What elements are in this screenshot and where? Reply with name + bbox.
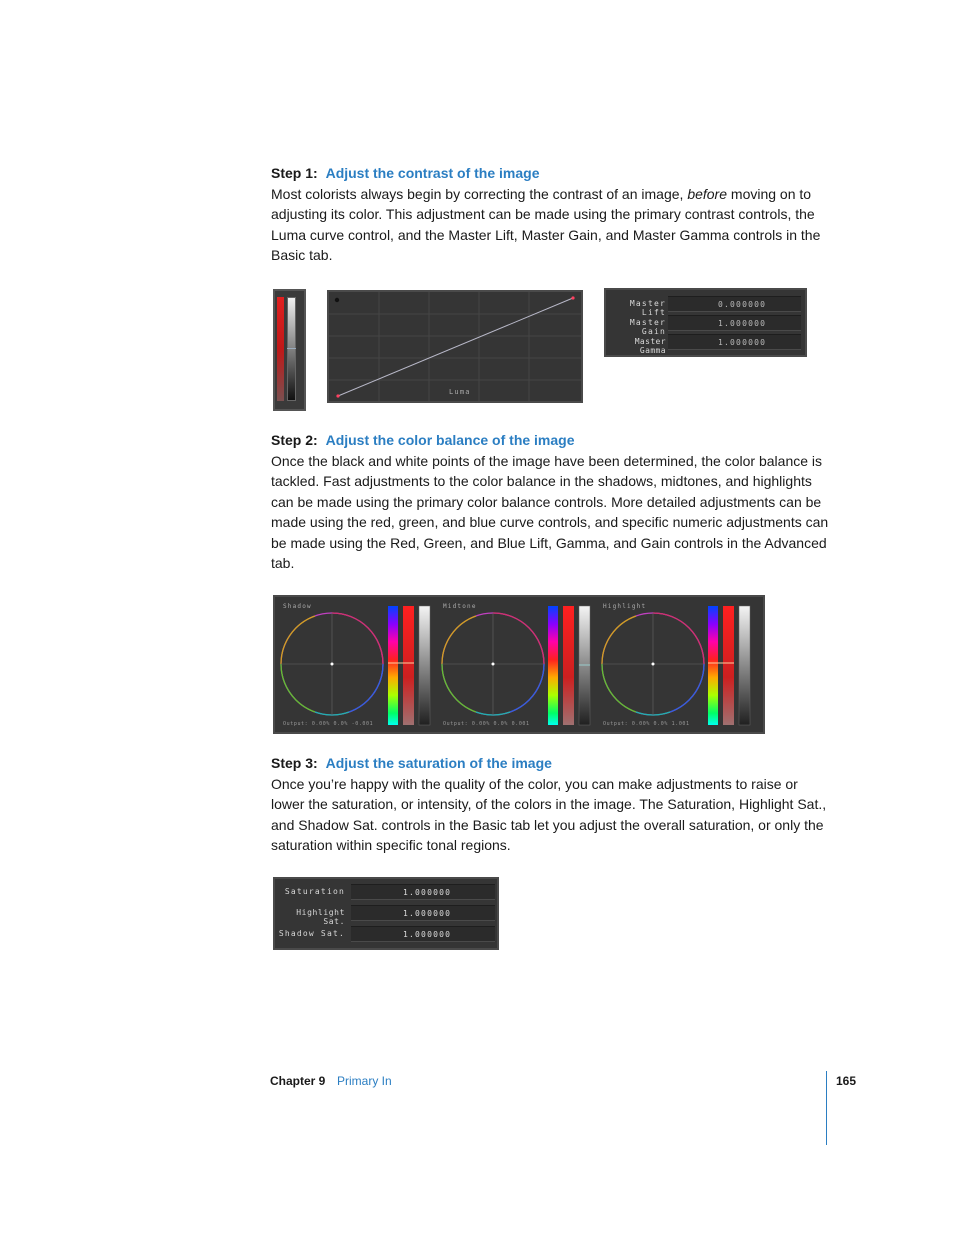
saturation-row [275,884,497,902]
footer-section[interactable]: Primary In [337,1074,392,1088]
step-2 [271,430,831,573]
step-3 [271,753,831,856]
step-2-body: Once the black and white points of the image have been determined, the color balance is tackled. Fast adjustments to the color balance in the shadows, midtones, and highlights can be made using the primary color balance controls. More detailed adjustments can be made using the red, green, and blue curve controls, and specific numeric adjustments can be made using the Red, Green, and Blue Lift, Gamma, and Gain controls in the Advanced tab. [271,453,829,572]
step-2-heading [271,430,831,450]
step-3-body: Once you’re happy with the quality of the color, you can make adjustments to raise or lower the saturation, or intensity, of the colors in the image. The Saturation, Highlight Sat., and Shadow Sat. controls in the Basic tab let you adjust the overall saturation, or only the saturation within specific tonal regions. [271,776,827,854]
shadow-sat-value: 1.000000 [403,930,452,939]
luma-reset-dot [335,298,339,302]
footer-chapter: Chapter 9 [270,1074,326,1088]
step-3-title[interactable]: Adjust the saturation of the image [325,755,552,771]
highlight-wheel-label: Highlight [603,603,647,610]
contrast-slider-panel [273,289,306,411]
midtone-wheel[interactable] [442,613,544,715]
master-lift-value: 0.000000 [718,300,767,309]
highlight-sat-value: 1.000000 [403,909,452,918]
contrast-red-bar[interactable] [277,297,284,401]
master-gamma-field[interactable] [668,334,801,350]
midtone-wheel-readout: Output: 0.00% 0.0% 0.001 [443,721,530,727]
highlight-hue-bar [708,606,718,725]
luma-curve-line [338,298,573,396]
master-lift-row [606,296,805,317]
shadow-hue-bar [388,606,398,725]
contrast-midpoint-marker[interactable] [287,348,296,349]
master-gain-value: 1.000000 [718,319,767,328]
step-3-label: Step 3: [271,755,318,771]
luma-curve-label: Luma [449,388,471,396]
shadow-wheel[interactable] [281,613,383,715]
step-1-body-text: Most colorists always begin by correcting the contrast of an image, [271,186,688,202]
contrast-gray-bar[interactable] [287,297,296,401]
color-balance-graphics [275,597,763,732]
highlight-wheel-readout: Output: 0.00% 0.0% 1.001 [603,721,690,727]
luma-black-point [336,394,339,397]
step-1-body-emphasis: before [687,186,728,202]
master-controls-panel [604,288,807,357]
master-gamma-label: Master Gamma [634,337,666,355]
shadow-wheel-label: Shadow [283,603,312,610]
saturation-controls-panel [273,877,499,950]
master-lift-label: Master Lift [629,299,666,317]
saturation-field[interactable] [351,884,495,900]
step-1-heading [271,163,831,183]
shadow-wheel-readout: Output: 0.00% 0.0% -0.001 [283,721,374,727]
step-1 [271,163,831,266]
master-lift-field[interactable] [668,296,801,312]
master-gain-label: Master Gain [629,318,666,336]
step-3-heading [271,753,831,773]
shadow-gray-bar [419,606,430,725]
midtone-hue-bar [548,606,558,725]
step-2-title[interactable]: Adjust the color balance of the image [325,432,575,448]
highlight-gray-bar [739,606,750,725]
midtone-red-bar [563,606,574,725]
step-1-label: Step 1: [271,165,318,181]
step-1-body-text-end: moving on to adjusting its color. This adjustment can be made using the primary contrast controls, the Luma curve control, and the Master Lift, Master Gain, and Master Gamma controls in the Basic tab. [271,186,821,264]
luma-curve-graph[interactable] [329,292,581,401]
highlight-sat-label: Highlight Sat. [296,908,345,926]
step-2-label: Step 2: [271,432,318,448]
highlight-red-bar [723,606,734,725]
master-gain-row [606,315,805,336]
step-1-title[interactable]: Adjust the contrast of the image [325,165,540,181]
luma-curve-panel[interactable] [327,290,583,403]
saturation-label: Saturation [284,887,345,896]
shadow-red-bar [403,606,414,725]
highlight-sat-row [275,905,497,926]
page-number: 165 [836,1074,857,1088]
luma-white-point [571,296,574,299]
saturation-value: 1.000000 [403,888,452,897]
color-balance-panel [273,595,765,734]
footer-rule [826,1071,827,1145]
master-gain-field[interactable] [668,315,801,331]
shadow-sat-field[interactable] [351,926,495,942]
shadow-sat-label: Shadow Sat. [278,929,345,938]
master-gamma-value: 1.000000 [718,338,767,347]
shadow-sat-row [275,926,497,944]
highlight-wheel[interactable] [602,613,704,715]
highlight-sat-field[interactable] [351,905,495,921]
step-1-body [271,184,831,266]
midtone-wheel-label: Midtone [443,603,477,610]
master-gamma-row [606,334,805,355]
